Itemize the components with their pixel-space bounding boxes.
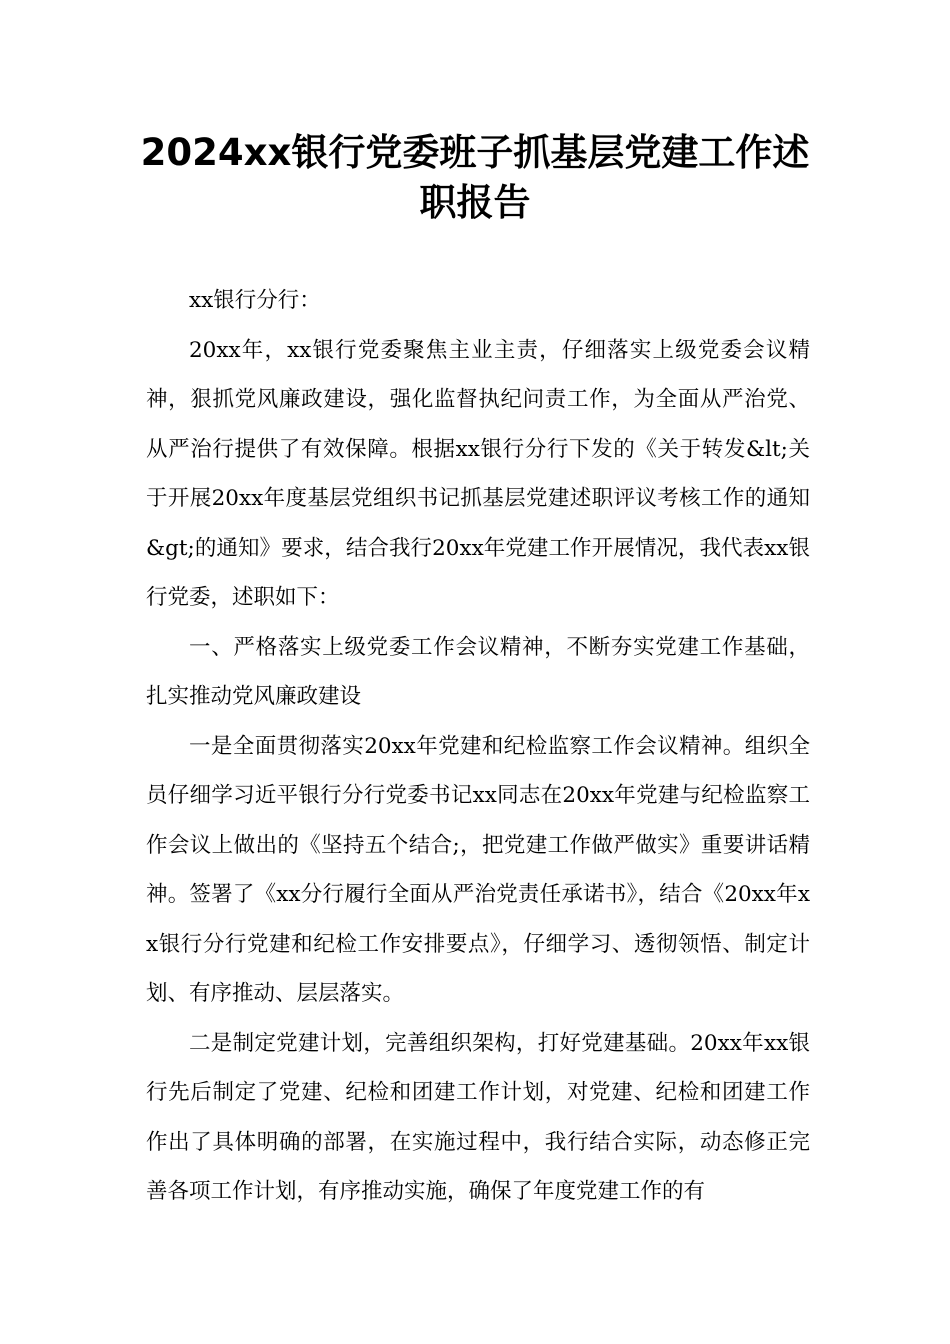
paragraph-point-2: 二是制定党建计划，完善组织架构，打好党建基础。20xx年xx银行先后制定了党建、纪检和团建工作计划，对党建、纪检和团建工作作出了具体明确的部署，在实施过程中，我行结合实际，动态修正完善各项工作计划，有序推动实施，确保了年度党建工作的有 — [146, 1030, 810, 1204]
paragraph-intro: 20xx年，xx银行党委聚焦主业主责，仔细落实上级党委会议精神，狠抓党风廉政建设，强化监督执纪问责工作，为全面从严治党、从严治行提供了有效保障。根据xx银行分行下发的《关于转发&lt;关于开展20xx年度基层党组织书记抓基层党建述职评议考核工作的通知&gt;的通知》要求，结合我行20xx年党建工作开展情况，我代表xx银行党委，述职如下： — [146, 337, 810, 610]
paragraph-point-1: 一是全面贯彻落实20xx年党建和纪检监察工作会议精神。组织全员仔细学习近平银行分行党委书记xx同志在20xx年党建与纪检监察工作会议上做出的《坚持五个结合;，把党建工作做严做实》重要讲话精神。签署了《xx分行履行全面从严治党责任承诺书》，结合《20xx年xx银行分行党建和纪检工作安排要点》，仔细学习、透彻领悟、制定计划、有序推动、层层落实。 — [146, 733, 810, 1006]
document-title — [120, 128, 830, 228]
section-heading-1: 一、严格落实上级党委工作会议精神，不断夯实党建工作基础，扎实推动党风廉政建设 — [146, 634, 810, 709]
document-body — [146, 276, 810, 1217]
title-line-1: 2024xx银行党委班子抓基层党建工作述 — [140, 131, 810, 174]
title-line-2: 职报告 — [419, 181, 531, 224]
salutation: xx银行分行： — [189, 288, 321, 313]
